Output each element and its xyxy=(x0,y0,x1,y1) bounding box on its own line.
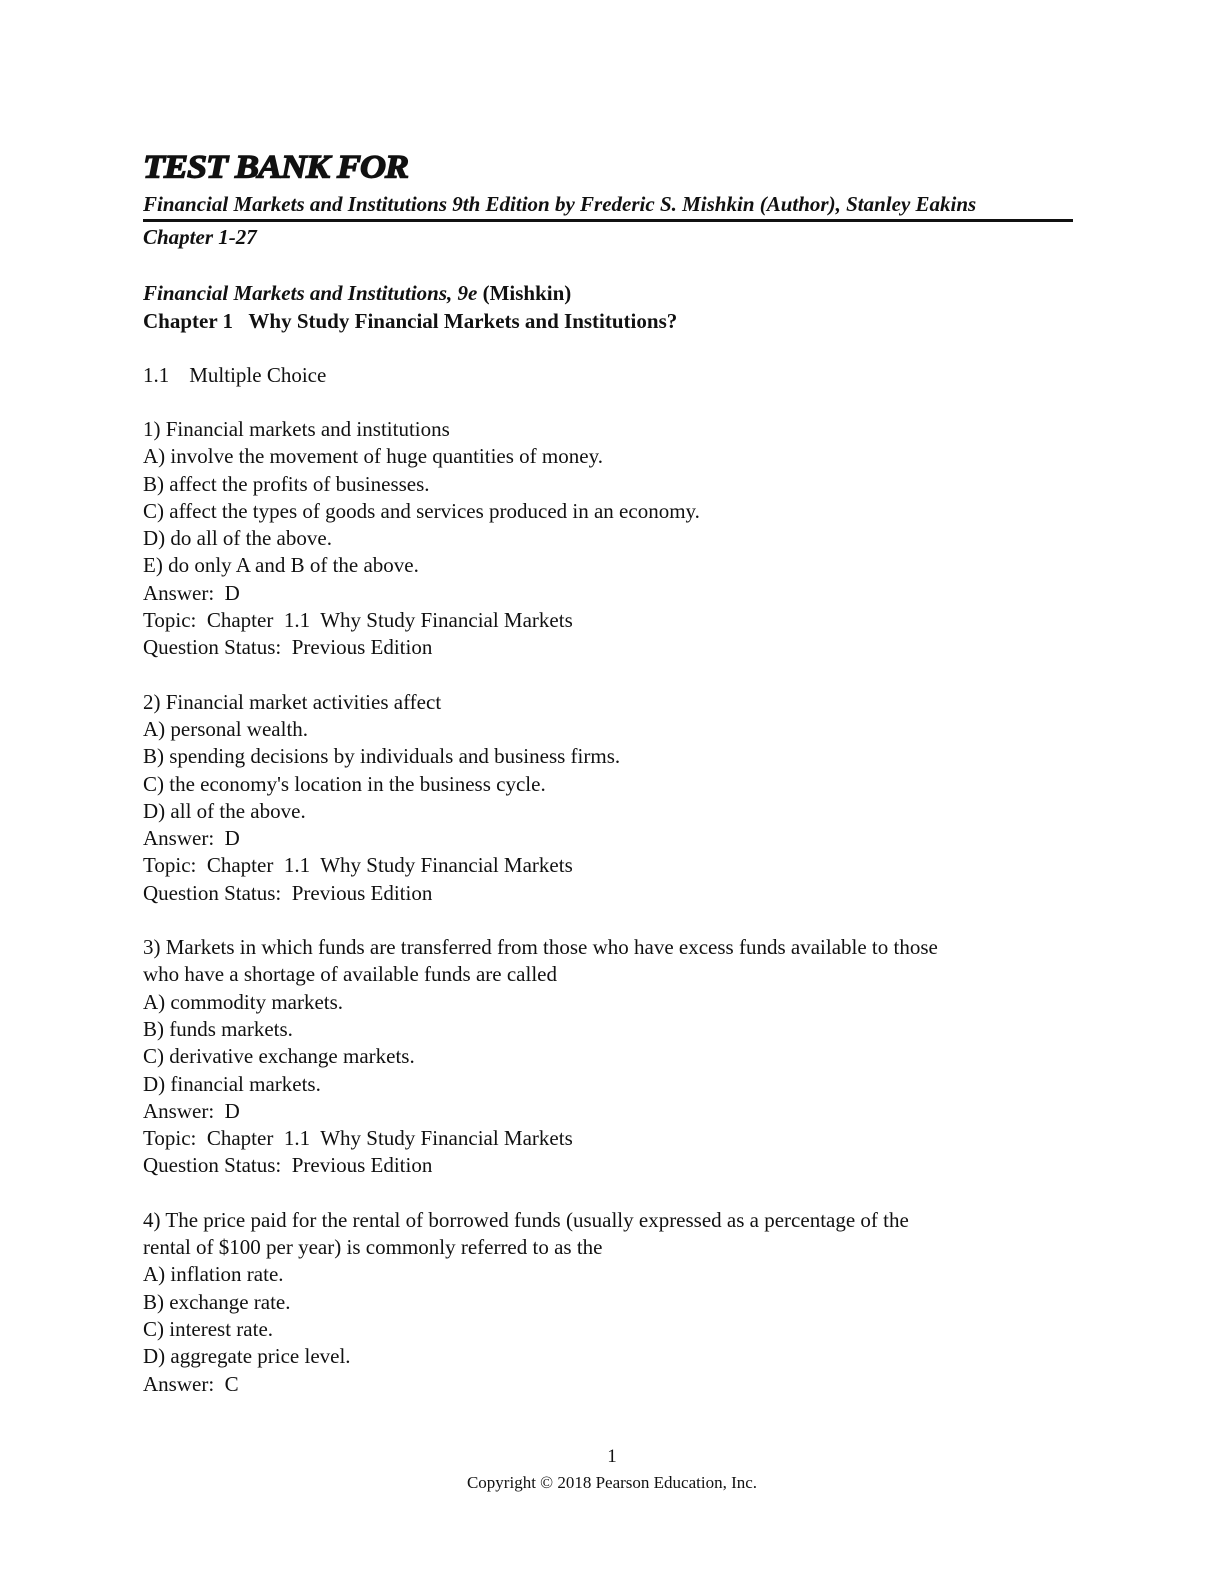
question-option: C) the economy's location in the business cycle. xyxy=(143,771,546,796)
question-stem: 2) Financial market activities affect xyxy=(143,689,442,714)
question-status: Question Status: Previous Edition xyxy=(143,635,433,660)
question-option: A) commodity markets. xyxy=(143,989,344,1014)
chapter-range: Chapter 1-27 xyxy=(143,225,257,249)
question-option: B) funds markets. xyxy=(143,1016,293,1041)
question-topic: Topic: Chapter 1.1 Why Study Financial Markets xyxy=(143,608,573,633)
question-topic: Topic: Chapter 1.1 Why Study Financial Markets xyxy=(143,1126,573,1151)
page-number: 1 xyxy=(607,1446,617,1467)
question-stem: 3) Markets in which funds are transferred from those who have excess funds available to those xyxy=(143,935,938,960)
question-option: B) spending decisions by individuals and business firms. xyxy=(143,744,621,769)
chapter-title: Chapter 1 Why Study Financial Markets and Institutions? xyxy=(143,309,678,333)
section-label xyxy=(143,361,1073,389)
question-option: B) exchange rate. xyxy=(143,1289,291,1314)
question-topic: Topic: Chapter 1.1 Why Study Financial Markets xyxy=(143,853,573,878)
question-option: E) do only A and B of the above. xyxy=(143,553,419,578)
question-option: A) personal wealth. xyxy=(143,716,309,741)
question-status: Question Status: Previous Edition xyxy=(143,880,433,905)
book-title: Financial Markets and Institutions 9th Edition by Frederic S. Mishkin (Author), Stanley Eakins xyxy=(143,192,977,216)
section-number: 1.1 xyxy=(143,363,170,387)
question-stem: 1) Financial markets and institutions xyxy=(143,417,450,441)
question-stem: 4) The price paid for the rental of borrowed funds (usually expressed as a percentage of the xyxy=(143,1207,909,1232)
question-option: C) derivative exchange markets. xyxy=(143,1044,415,1069)
question-option: D) financial markets. xyxy=(143,1071,321,1096)
question-2 xyxy=(143,689,1073,907)
document-page xyxy=(143,148,1073,1398)
question-option: D) all of the above. xyxy=(143,798,306,823)
question-option: A) inflation rate. xyxy=(143,1262,284,1287)
book-edition-line xyxy=(143,279,1073,307)
question-answer: Answer: D xyxy=(143,826,240,851)
question-option: A) involve the movement of huge quantities of money. xyxy=(143,444,603,469)
header-rule xyxy=(143,219,1073,222)
question-stem: rental of $100 per year) is commonly referred to as the xyxy=(143,1235,603,1260)
question-answer: Answer: D xyxy=(143,1098,240,1123)
copyright-notice: Copyright © 2018 Pearson Education, Inc. xyxy=(466,1473,758,1492)
question-1 xyxy=(143,416,1073,662)
question-option: B) affect the profits of businesses. xyxy=(143,471,430,496)
question-answer: Answer: C xyxy=(143,1371,239,1396)
question-option: D) aggregate price level. xyxy=(143,1344,351,1369)
question-status: Question Status: Previous Edition xyxy=(143,1153,433,1178)
book-edition-title: Financial Markets and Institutions, 9e xyxy=(143,281,478,305)
question-4 xyxy=(143,1207,1073,1398)
question-stem: who have a shortage of available funds are called xyxy=(143,962,557,987)
question-answer: Answer: D xyxy=(143,580,240,605)
chapter-heading xyxy=(143,279,1073,335)
question-3 xyxy=(143,934,1073,1180)
test-bank-title: TEST BANK FOR xyxy=(143,148,409,185)
book-author: (Mishkin) xyxy=(477,281,572,305)
question-option: C) affect the types of goods and services produced in an economy. xyxy=(143,498,700,523)
section-title: Multiple Choice xyxy=(189,363,327,387)
question-option: D) do all of the above. xyxy=(143,526,332,551)
question-option: C) interest rate. xyxy=(143,1316,274,1341)
